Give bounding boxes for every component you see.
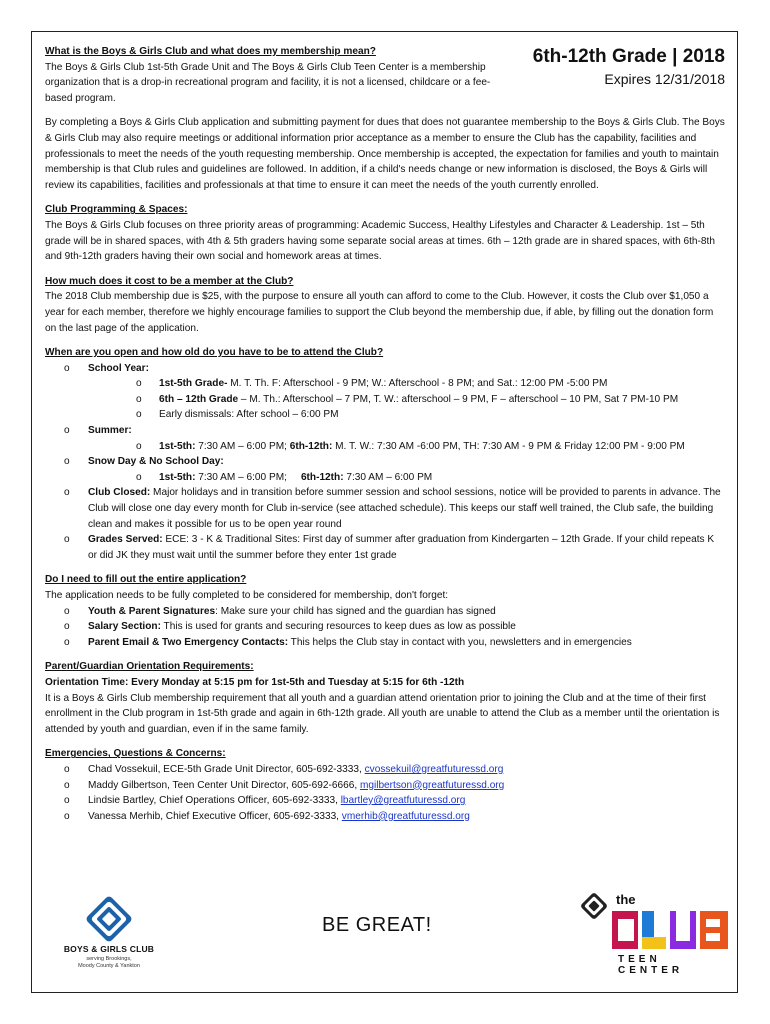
app-item-text: : Make sure your child has signed and the guardian has signed	[215, 605, 496, 617]
su-text: 7:30 AM – 6:00 PM;	[195, 440, 290, 452]
club-logo-teen-center: TEEN CENTER	[618, 954, 684, 976]
sy-text: M. T. Th. F: Afterschool - 9 PM; W.: Afterschool - 8 PM; and Sat.: 12:00 PM -5:00 PM	[227, 378, 608, 390]
application-heading: Do I need to fill out the entire application?	[45, 574, 247, 586]
boys-girls-club-logo	[54, 894, 164, 974]
contacts-list	[45, 762, 725, 824]
expiration-date: Expires 12/31/2018	[604, 71, 725, 87]
list-item	[45, 454, 725, 485]
club-mosaic-letters-icon	[612, 909, 732, 953]
hours-heading: When are you open and how old do you have to be to attend the Club?	[45, 347, 384, 359]
hours-list	[45, 361, 725, 564]
document-body	[45, 44, 725, 824]
app-item-label: Youth & Parent Signatures	[88, 605, 216, 617]
app-item-label: Parent Email & Two Emergency Contacts:	[88, 636, 289, 648]
list-item	[45, 423, 725, 454]
summer-label: Summer:	[88, 425, 132, 437]
school-year-label: School Year:	[88, 362, 149, 374]
bgc-hands-icon	[54, 894, 164, 944]
list-item	[88, 407, 725, 423]
bgc-tagline-line: Moody County & Yankton	[78, 963, 140, 969]
contact-text: Lindsie Bartley, Chief Operations Officer, 605-692-3333,	[88, 795, 341, 807]
programming-body: The Boys & Girls Club focuses on three priority areas of programming: Academic Success, Healthy Lifestyles and Character & Leadership. 1st – 5th grade will be in shared spaces, with 4th & 5th graders having some separate social areas at times. 6th – 12th grade are in shared spaces, with 6th-8th and 9th-12th graders having their own social and homework areas at times.	[45, 219, 715, 263]
membership-body: By completing a Boys & Girls Club application and submitting payment for dues that does not guarantee membership to the Boys & Girls Club. The Boys & Girls Club may also require meetings or additional information prior acceptance as a member to ensure the Club has the capability, facilities and professionals to meet the needs of the youth requesting membership. Once membership is accepted, the expectation for families and youth to maintain membership is that Club rules and guidelines are followed. In addition, if a child's needs change or new information is disclosed, the Boys & Girls will review its capabilities, facilities and professionals at that time to ensure it can meet the needs of the youth currently enrolled.	[45, 117, 725, 191]
list-item	[88, 376, 725, 392]
programming-heading: Club Programming & Spaces:	[45, 204, 188, 216]
contact-item	[45, 778, 725, 794]
membership-intro: The Boys & Girls Club 1st-5th Grade Unit and The Boys & Girls Club Teen Center is a membership organization that is a drop-in recreational program and facility, it is not a licensed, childcare or a fee-based program.	[45, 61, 491, 104]
grades-served-text: ECE: 3 - K & Traditional Sites: First day of summer after graduation from Kindergarten – 12th Grade. If your child repeats K or did JK they must wait until the summer before they enter 1st grade	[88, 534, 715, 561]
list-item	[45, 635, 725, 651]
school-year-list	[88, 376, 725, 423]
contact-email-link[interactable]: vmerhib@greatfuturessd.org	[341, 810, 470, 822]
app-item-text: This helps the Club stay in contact with you, newsletters and in emergencies	[288, 636, 632, 648]
sn-label: 6th-12th:	[300, 471, 344, 483]
teen-center-logo	[572, 890, 732, 980]
contact-email-link[interactable]: mgilbertson@greatfuturessd.org	[359, 779, 505, 791]
list-item	[88, 470, 725, 486]
cost-heading: How much does it cost to be a member at the Club?	[45, 275, 294, 287]
su-label: 1st-5th:	[159, 440, 196, 452]
orientation-time: Orientation Time: Every Monday at 5:15 pm for 1st-5th and Tuesday at 5:15 for 6th -12th	[45, 676, 465, 688]
club-logo-the: the	[616, 892, 636, 907]
orientation-body: It is a Boys & Girls Club membership requirement that all youth and a guardian attend orientation prior to joining the Club and at the time of their first enrollment in the Club program in 1st-5th grade and again in 6th-12th grade. All youth are unable to attend the Club as a member until the orientation is attended by youth and guardian, even if in the same family.	[45, 692, 720, 735]
list-item	[88, 439, 725, 455]
contact-text: Maddy Gilbertson, Teen Center Unit Director, 605-692-6666,	[88, 779, 360, 791]
contact-text: Vanessa Merhib, Chief Executive Officer, 605-692-3333,	[88, 810, 342, 822]
snow-day-list	[88, 470, 725, 486]
sn-text: 7:30 AM – 6:00 PM;	[195, 471, 301, 483]
bgc-logo-name: BOYS & GIRLS CLUB	[63, 944, 155, 954]
app-item-text: This is used for grants and securing resources to keep dues as low as possible	[160, 621, 516, 633]
emergencies-heading: Emergencies, Questions & Concerns:	[45, 748, 226, 760]
list-item	[45, 532, 725, 563]
orientation-heading: Parent/Guardian Orientation Requirements:	[45, 661, 254, 673]
grade-title: 6th-12th Grade | 2018	[532, 46, 725, 67]
grades-served-label: Grades Served:	[88, 534, 163, 546]
summer-list	[88, 439, 725, 455]
list-item	[45, 361, 725, 423]
document-page	[31, 31, 738, 993]
list-item	[45, 485, 725, 532]
list-item	[45, 604, 725, 620]
cost-body: The 2018 Club membership due is $25, with the purpose to ensure all youth can afford to come to the Club. However, it costs the Club over $1,050 a year for each member, therefore we highly encourage families to support the Club beyond the membership due, if able, by filling out the donation form on the last page of the application.	[45, 291, 714, 334]
sy-text: Early dismissals: After school – 6:00 PM	[159, 409, 339, 421]
su-text: M. T. W.: 7:30 AM -6:00 PM, TH: 7:30 AM - 9 PM & Friday 12:00 PM - 9:00 PM	[332, 440, 685, 452]
sy-text: – M. Th.: Afterschool – 7 PM, T. W.: afterschool – 9 PM, F – afterschool – 10 PM, Sat 7 PM-10 PM	[238, 393, 679, 405]
application-list	[45, 604, 725, 651]
bgc-hands-small-icon	[574, 892, 614, 920]
su-label: 6th-12th:	[289, 440, 333, 452]
sn-label: 1st-5th:	[159, 471, 196, 483]
membership-heading: What is the Boys & Girls Club and what does my membership mean?	[45, 46, 376, 57]
application-body: The application needs to be fully completed to be considered for membership, don't forget:	[45, 590, 449, 601]
bgc-tagline-line: serving Brookings,	[86, 956, 132, 962]
sy-label: 6th – 12th Grade	[159, 393, 239, 405]
contact-item	[45, 762, 725, 778]
contact-item	[45, 793, 725, 809]
contact-email-link[interactable]: cvossekuil@greatfuturessd.org	[364, 763, 504, 775]
bgc-logo-tagline	[54, 956, 164, 970]
contact-email-link[interactable]: lbartley@greatfuturessd.org	[340, 795, 466, 807]
contact-item	[45, 809, 725, 825]
list-item	[45, 619, 725, 635]
sn-text: 7:30 AM – 6:00 PM	[343, 471, 433, 483]
contact-text: Chad Vossekuil, ECE-5th Grade Unit Director, 605-692-3333,	[88, 763, 365, 775]
snow-day-label: Snow Day & No School Day:	[88, 456, 224, 468]
club-closed-text: Major holidays and in transition before summer session and school sessions, notice will be provided to parents in advance. The Club will close one day every month for Club in-service (see attached schedule). This keeps our staff well trained, the Club safe, the building clean and makes it possible for us to be open year round	[88, 487, 721, 530]
app-item-label: Salary Section:	[88, 621, 161, 633]
slogan: BE GREAT!	[322, 914, 432, 936]
sy-label: 1st-5th Grade-	[159, 378, 228, 390]
club-closed-label: Club Closed:	[88, 487, 151, 499]
list-item	[88, 392, 725, 408]
